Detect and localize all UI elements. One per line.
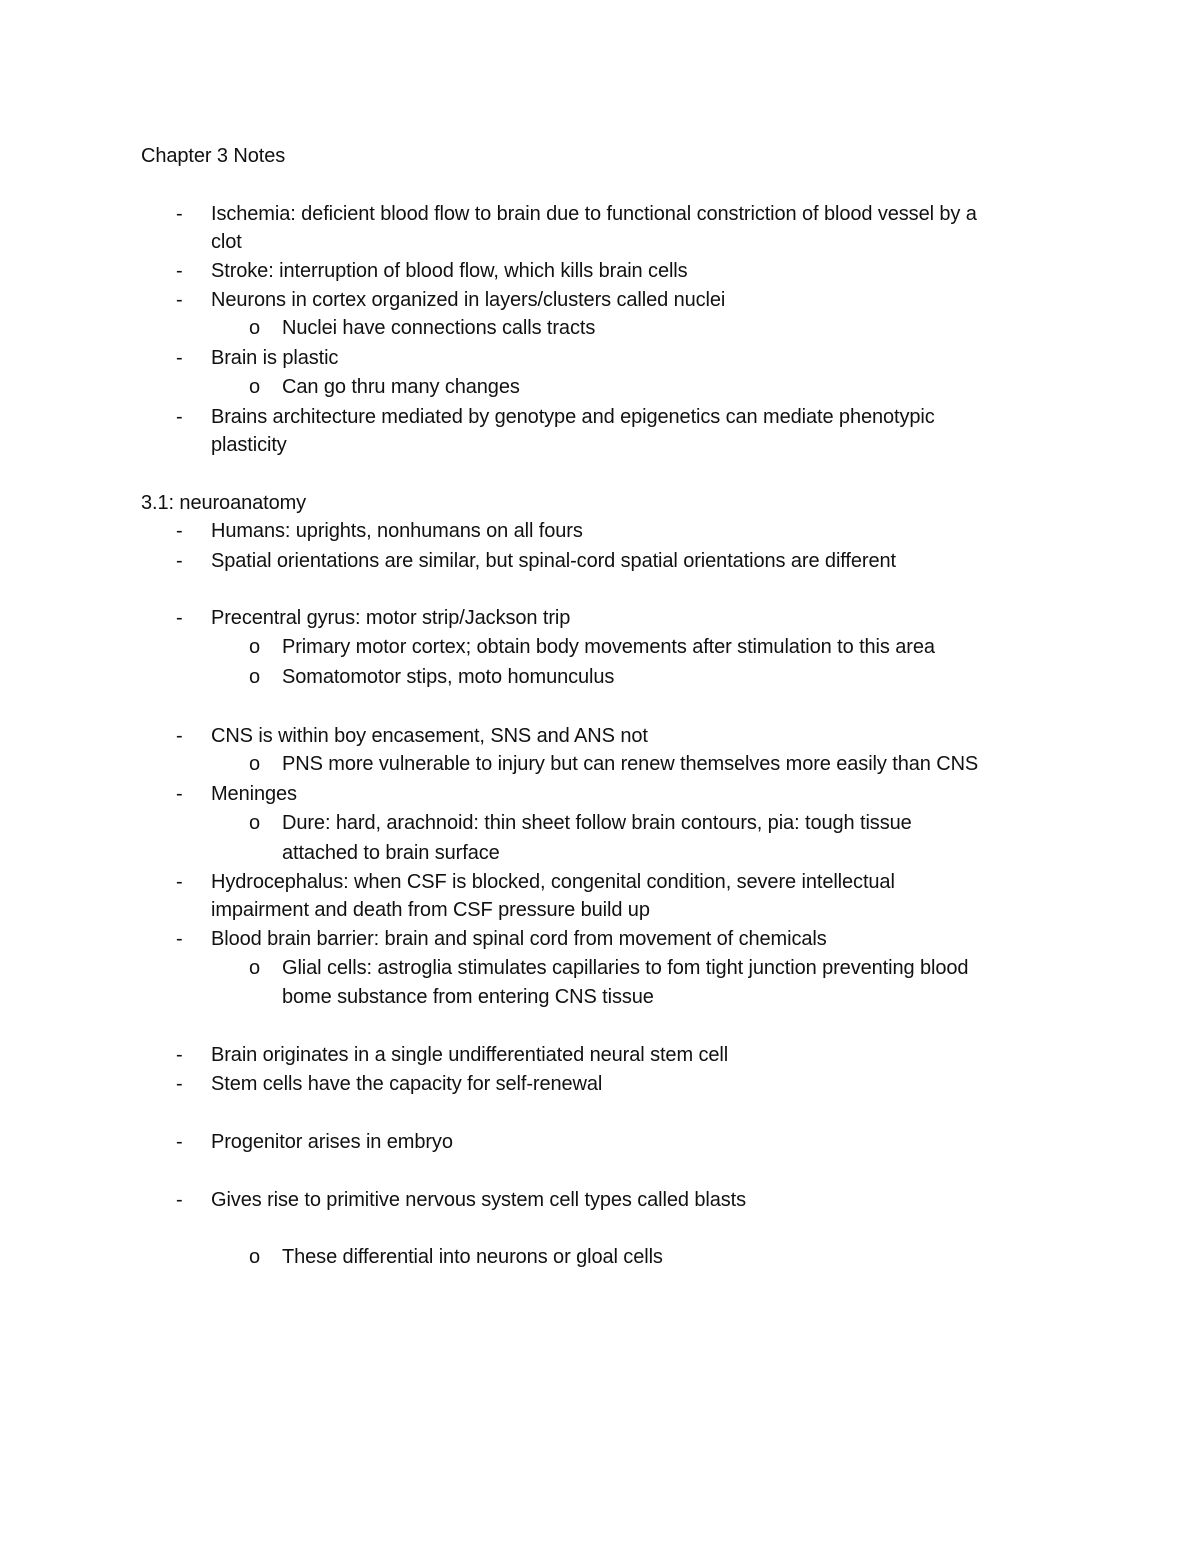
list-item: Progenitor arises in embryo [211,1131,453,1153]
sub-list-item: Dure: hard, arachnoid: thin sheet follow brain contours, pia: tough tissue [282,812,912,834]
sub-list-item: Can go thru many changes [282,376,520,398]
bullet-dash: - [176,871,183,893]
list-item: Humans: uprights, nonhumans on all fours [211,520,583,542]
list-item: Gives rise to primitive nervous system cell types called blasts [211,1189,746,1211]
bullet-dash: - [176,289,183,311]
bullet-dash: - [176,550,183,572]
bullet-dash: - [176,783,183,805]
bullet-dash: - [176,1189,183,1211]
list-item: Neurons in cortex organized in layers/clusters called nuclei [211,289,726,311]
sub-list-item: Somatomotor stips, moto homunculus [282,666,615,688]
list-item: Stroke: interruption of blood flow, which kills brain cells [211,260,688,282]
section-heading: 3.1: neuroanatomy [141,492,307,514]
sub-list-item: These differential into neurons or gloal cells [282,1246,663,1268]
document-title: Chapter 3 Notes [141,145,286,167]
list-item: Spatial orientations are similar, but spinal-cord spatial orientations are different [211,550,896,572]
bullet-dash: - [176,607,183,629]
bullet-sub: o [249,317,261,339]
list-item: Brain originates in a single undifferentiated neural stem cell [211,1044,729,1066]
sub-list-item-continuation: bome substance from entering CNS tissue [282,986,654,1008]
bullet-dash: - [176,406,183,428]
bullet-sub: o [249,812,261,834]
sub-list-item: Nuclei have connections calls tracts [282,317,596,339]
list-item: Brains architecture mediated by genotype and epigenetics can mediate phenotypic [211,406,935,428]
bullet-sub: o [249,957,261,979]
list-item: Stem cells have the capacity for self-renewal [211,1073,603,1095]
bullet-sub: o [249,666,261,688]
bullet-sub: o [249,753,261,775]
bullet-dash: - [176,1044,183,1066]
bullet-sub: o [249,636,261,658]
list-item: Brain is plastic [211,347,339,369]
list-item-continuation: plasticity [211,434,287,456]
list-item: CNS is within boy encasement, SNS and ANS not [211,725,648,747]
list-item: Ischemia: deficient blood flow to brain due to functional constriction of blood vessel by a [211,203,977,225]
list-item-continuation: impairment and death from CSF pressure build up [211,899,650,921]
bullet-dash: - [176,203,183,225]
bullet-sub: o [249,1246,261,1268]
bullet-dash: - [176,1131,183,1153]
bullet-dash: - [176,1073,183,1095]
sub-list-item: PNS more vulnerable to injury but can renew themselves more easily than CNS [282,753,979,775]
bullet-dash: - [176,928,183,950]
sub-list-item-continuation: attached to brain surface [282,842,500,864]
sub-list-item: Primary motor cortex; obtain body movements after stimulation to this area [282,636,935,658]
bullet-dash: - [176,725,183,747]
list-item: Hydrocephalus: when CSF is blocked, congenital condition, severe intellectual [211,871,895,893]
list-item: Precentral gyrus: motor strip/Jackson trip [211,607,571,629]
list-item: Meninges [211,783,297,805]
bullet-sub: o [249,376,261,398]
list-item-continuation: clot [211,231,242,253]
bullet-dash: - [176,347,183,369]
bullet-dash: - [176,520,183,542]
bullet-dash: - [176,260,183,282]
sub-list-item: Glial cells: astroglia stimulates capillaries to fom tight junction preventing blood [282,957,969,979]
list-item: Blood brain barrier: brain and spinal cord from movement of chemicals [211,928,827,950]
